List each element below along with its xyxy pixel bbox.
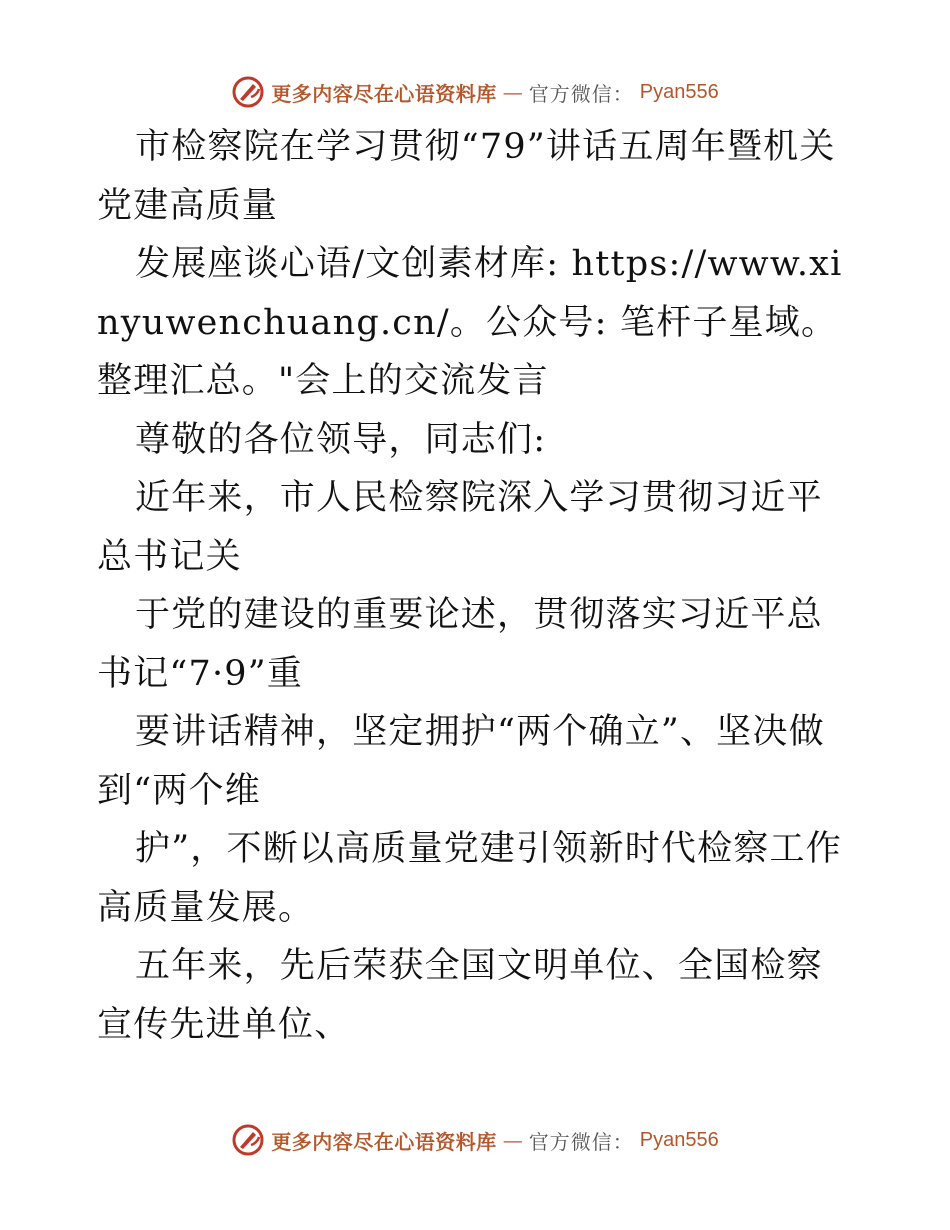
footer-watermark [0, 1120, 950, 1160]
paragraph-source-note: 发展座谈心语/文创素材库: https://www.xinyuwenchuang.cn/。公众号: 笔杆子星域。整理汇总。"会上的交流发言 [97, 244, 843, 401]
watermark-official-label: 官方微信： [528, 81, 634, 106]
paragraph-body: 要讲话精神，坚定拥护“两个确立”、坚决做到“两个维 [97, 712, 825, 811]
watermark-brand-text: 更多内容尽在心语资料库 [271, 81, 497, 106]
red-circle-quill-icon [231, 75, 265, 109]
red-circle-quill-icon [231, 1123, 265, 1157]
paragraph-title: 市检察院在学习贯彻“79”讲话五周年暨机关党建高质量 [97, 127, 836, 226]
watermark-separator: — [502, 1128, 523, 1152]
watermark-official-label: 官方微信： [528, 1129, 634, 1154]
watermark-wechat-id: Pyan556 [639, 1128, 719, 1151]
paragraph-body: 护”，不断以高质量党建引领新时代检察工作高质量发展。 [97, 829, 842, 928]
paragraph-body: 五年来，先后荣获全国文明单位、全国检察宣传先进单位、 [97, 946, 823, 1045]
document-body [97, 118, 857, 1054]
header-watermark [0, 72, 950, 112]
paragraph-salutation: 尊敬的各位领导，同志们: [135, 419, 547, 460]
watermark-wechat-id: Pyan556 [639, 80, 719, 103]
watermark-brand-text: 更多内容尽在心语资料库 [271, 1129, 497, 1154]
paragraph-body: 于党的建设的重要论述，贯彻落实习近平总书记“7·9”重 [97, 595, 823, 694]
paragraph-body: 近年来，市人民检察院深入学习贯彻习近平总书记关 [97, 478, 823, 577]
watermark-separator: — [502, 80, 523, 104]
